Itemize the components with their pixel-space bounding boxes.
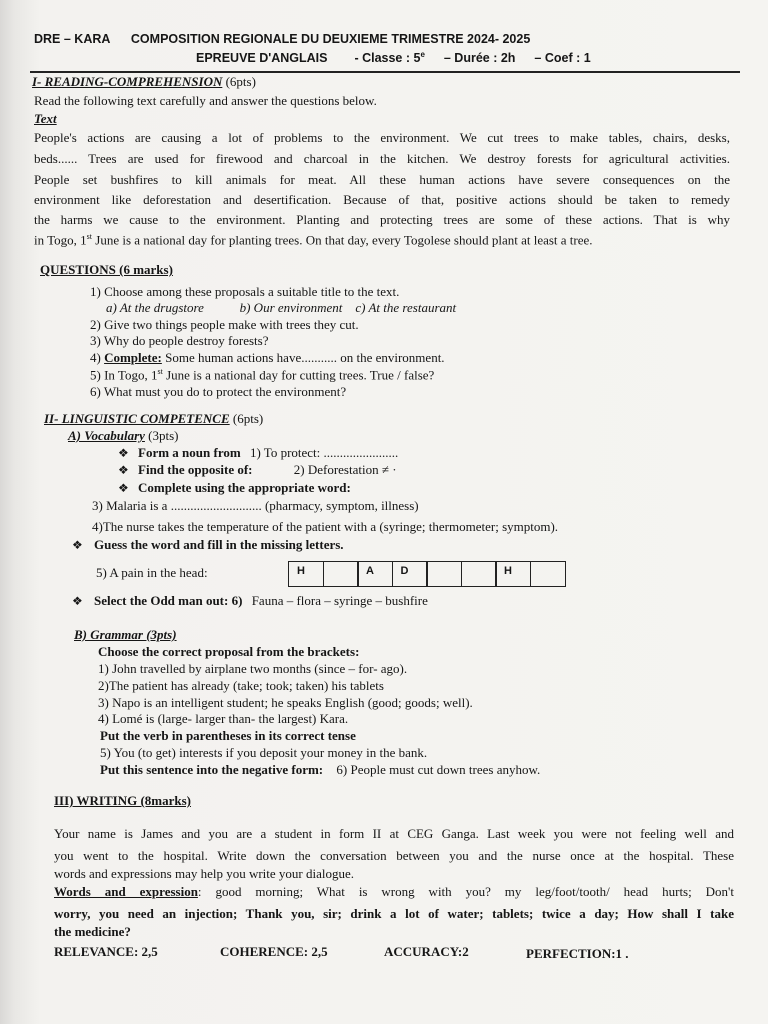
grammar-item-3: 3) Napo is an intelligent student; he speaks English (good; goods; well).: [98, 695, 473, 710]
grammar-instruction: Choose the correct proposal from the brackets:: [98, 644, 360, 659]
header-line-1: [34, 32, 530, 46]
question-4: 4) Complete: Some human actions have........... on the environment.: [90, 350, 445, 365]
question-2: 2) Give two things people make with trees they cut.: [90, 317, 359, 332]
negative-form-line: Put this sentence into the negative form: 6) People must cut down trees anyhow.: [100, 762, 541, 777]
grammar-item-5: 5) You (to get) interests if you deposit your money in the bank.: [100, 745, 428, 760]
text-line-5: the harms we cause to the environment. Planting and protecting trees are some of these actions. That is why: [34, 212, 730, 227]
four-diamond-bullet-icon: ❖: [72, 594, 83, 608]
exam-title: COMPOSITION REGIONALE DU DEUXIEME TRIMESTRE 2024- 2025: [130, 32, 531, 46]
questions-heading: QUESTIONS (6 marks): [40, 262, 173, 277]
grammar-heading: B) Grammar (3pts): [74, 627, 177, 642]
words-line-1: Words and expression: good morning; What is wrong with you? my leg/foot/tooth/ head hurts; Don't: [54, 884, 734, 899]
section1-instruction: Read the following text carefully and answer the questions below.: [34, 93, 377, 108]
criteria-coherence: COHERENCE: 2,5: [220, 944, 328, 959]
text-line-3: People set bushfires to kill animals for meat. All these human actions have severe consequences on the: [34, 172, 730, 187]
words-line-3: the medicine?: [54, 924, 131, 939]
four-diamond-bullet-icon: ❖: [72, 538, 83, 552]
grammar-item-2: 2)The patient has already (take; took; taken) his tablets: [98, 678, 384, 693]
grammar-item-4: 4) Lomé is (large- larger than- the largest) Kara.: [98, 711, 349, 726]
question-1: 1) Choose among these proposals a suitable title to the text.: [90, 284, 400, 299]
vocab-item-3: 3) Malaria is a ............................ (pharmacy, symptom, illness): [92, 498, 419, 513]
letter-cell[interactable]: D: [392, 561, 428, 587]
form-noun-line: ❖ Form a noun from 1) To protect: .......................: [118, 445, 399, 460]
vocabulary-heading: A) Vocabulary (3pts): [68, 428, 179, 443]
text-line-1: People's actions are causing a lot of problems to the environment. We cut trees to make tables, chairs, desks,: [34, 130, 730, 145]
letter-cell[interactable]: [530, 561, 566, 587]
grammar-item-1: 1) John travelled by airplane two months (since – for- ago).: [98, 661, 408, 676]
vocab-item-4: 4)The nurse takes the temperature of the patient with a (syringe; thermometer; symptom).: [92, 519, 559, 534]
class-label: - Classe : 5e: [354, 50, 425, 66]
opposite-line: ❖ Find the opposite of: 2) Deforestation ≠ ·: [118, 462, 397, 477]
four-diamond-bullet-icon: ❖: [118, 481, 129, 495]
header-divider: [30, 71, 740, 73]
coef-label: – Coef : 1: [534, 51, 591, 66]
vocab-item-5-label: 5) A pain in the head:: [96, 565, 208, 580]
header-line-2: [196, 50, 591, 65]
letter-cell[interactable]: [426, 561, 462, 587]
question-6: 6) What must you do to protect the environment?: [90, 384, 347, 399]
region-label: DRE – KARA: [34, 32, 110, 46]
letter-cell[interactable]: H: [495, 561, 531, 587]
section1-heading: I- READING-COMPREHENSION (6pts): [32, 74, 256, 89]
letter-cell[interactable]: [323, 561, 359, 587]
text-line-6: in Togo, 1st June is a national day for planting trees. On that day, every Togolese should plant at least a tree.: [34, 232, 593, 248]
letter-cell[interactable]: [461, 561, 497, 587]
letter-grid: [288, 561, 566, 587]
section2-heading: II- LINGUISTIC COMPETENCE (6pts): [44, 411, 264, 426]
section3-heading: III) WRITING (8marks): [54, 793, 191, 808]
words-line-2: worry, you need an injection; Thank you, sir; drink a lot of water; tablets; twice a day; How shall I take: [54, 906, 734, 921]
four-diamond-bullet-icon: ❖: [118, 463, 129, 477]
criteria-perfection: PERFECTION:1 .: [526, 946, 629, 961]
writing-line-2: you went to the hospital. Write down the conversation between you and the nurse once at the hospital. These: [54, 848, 734, 863]
odd-man-out-line: ❖ Select the Odd man out: 6) Fauna – flora – syringe – bushfire: [72, 593, 428, 608]
text-line-4: environment like deforestation and desertification. Because of that, positive actions should be taken to remedy: [34, 192, 730, 207]
text-line-2: beds...... Trees are used for firewood and charcoal in the kitchen. We destroy forests for agricultural activities.: [34, 151, 730, 166]
letter-cell[interactable]: A: [357, 561, 393, 587]
four-diamond-bullet-icon: ❖: [118, 446, 129, 460]
criteria-relevance: RELEVANCE: 2,5: [54, 944, 158, 959]
letter-cell[interactable]: H: [288, 561, 324, 587]
writing-line-3: words and expressions may help you write your dialogue.: [54, 866, 355, 881]
question-3: 3) Why do people destroy forests?: [90, 333, 269, 348]
criteria-accuracy: ACCURACY:2: [384, 944, 469, 959]
writing-line-1: Your name is James and you are a student in form II at CEG Ganga. Last week you were not feeling well and: [54, 826, 734, 841]
text-label: Text: [34, 111, 57, 126]
question-1-options: a) At the drugstore b) Our environment c) At the restaurant: [106, 300, 457, 315]
guess-word-line: ❖ Guess the word and fill in the missing letters.: [72, 537, 344, 552]
duration-label: – Durée : 2h: [443, 51, 516, 66]
question-5: 5) In Togo, 1st June is a national day for cutting trees. True / false?: [90, 367, 435, 383]
complete-line: ❖ Complete using the appropriate word:: [118, 480, 351, 495]
verb-instruction: Put the verb in parentheses in its correct tense: [100, 728, 356, 743]
subject-label: EPREUVE D'ANGLAIS: [196, 51, 328, 66]
